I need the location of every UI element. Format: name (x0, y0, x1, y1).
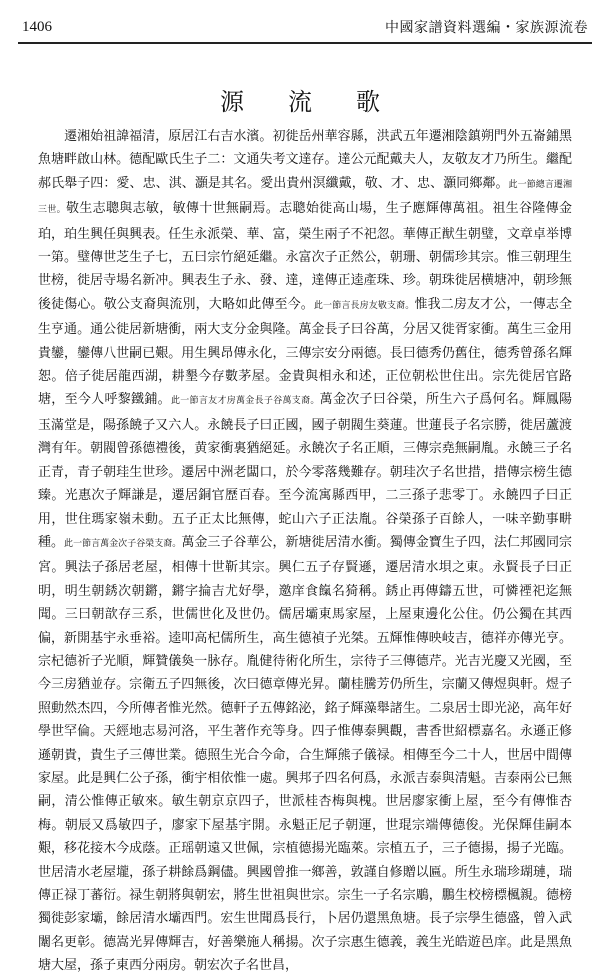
verse-text: 萬金次子曰谷榮，所生六子爲何名。輝鳳陽玉滿堂是，陽孫饒子又六人。永饒長子曰正國，國子朝閥生葵蓮。世蓮長子名宗勝，徙居蘆渡灣有年。朝閥曾孫德禮後，黄家衝裏猶絕延。永饒次子名正順，三傳宗堯無嗣胤。永饒三子名正青，青子朝珪生世珍。遷居中洲老闆口，於今零落幾難存。朝珪次子名世措，措傳宗榜生德臻。光惠次子輝謙是，遷居銅官歷百春。至今流寓縣西甲，二三孫子悲零丁。永饒四子曰正用，世住瑪家嶺未動。五子正太比無傳，蛇山六子正法胤。谷榮孫子百餘人，一味辛勤事畊種。 (38, 392, 572, 550)
verse-text: 遷湘始祖諱福清，原居江右吉水濱。初徙岳州華容縣，洪武五年遷湘陰鎮朔門外五崙鋪黑魚塘畔啟山林。德配歐氏生子二：文通失考文達存。達公元配戴夫人，友敬友才乃所生。繼配郝氏舉子四：愛、忠、淇、灝是其名。愛出貴州溟纖戴，敬、才、忠、灝同鄉鄰。 (38, 129, 572, 191)
section-note: 此一節言長房友敬支裔。 (313, 300, 415, 311)
page-number: 1406 (22, 18, 52, 35)
body-text (38, 125, 572, 978)
section-note: 此一節總言遷湘三世。 (38, 179, 572, 216)
document-title: 源 流 歌 (220, 88, 390, 116)
section-note: 此一節言友才房萬金長子谷萬支裔。 (170, 396, 320, 407)
section-note: 此一節言萬金次子谷榮支裔。 (64, 538, 182, 549)
verse-text: 惟我二房友才公，一傳志全生亨通。通公徙居新塘衝，兩大支分金與隆。萬金長子曰谷萬，分居又徙胥家衝。萬生三金用貴鑾，鑾傳八世嗣已艱。用生興昂傳永化，三傳宗安分兩德。長曰德秀仍舊住，德秀曾孫名輝恕。倍子徙居龍西湖，耕墾今存數茅屋。金貴與相永和述，正位朝松世住出。宗先徙居官路塘，至今人呼黎鐵鋪。 (38, 296, 572, 408)
running-title: 中國家譜資料選編・家族源流卷 (385, 20, 588, 36)
verse-text: 敬生志聰與志敏，敏傳十世無嗣焉。志聰始徙高山場，生子應輝傳萬祖。祖生谷隆傳金珀，珀生興任與興表。任生永派榮、華、富，榮生兩子不祀忽。華傳正猷生朝璧，文章卓举博一第。璧傳世芝生子七，五曰宗竹絕延繼。永富次子正然公，朝珊、朝儒珍其宗。惟三朝理生世榜，徙居寺場名新冲。興表生子永、發、達，達傳正逵產珠、珍。朝珠徙居横塘冲，朝珍無後徒傷心。敬公支裔與流別，大略如此傳至今。 (38, 201, 572, 312)
header-rule (18, 42, 592, 44)
page-header (22, 14, 588, 40)
verse-text: 萬金三子谷華公，新塘徙居清水衝。獨傳金寶生子四，法仁邦國同宗宮。興法子孫居老屋，相傳十世靳其宗。興仁五子存賢遜，遷居清水垻之東。永賢長子曰正明，明生朝銹次朝鏘，鏘字掄吉尤好學，邀庠食餼名猗稱。銹止再傳鑄五世，可憐禋祀迄無聞。三曰朝歆存三系，世儒世化及世仍。儒居壩東馬家屋，上屋東邊化公住。仍公獨在其西偏，新開基宇永垂裕。逵叩高杞儒所生，高生德禎子光桀。五輝惟傳映岐吉，德祥亦傳光亨。宗杞德祈子光順，輝贊儀奐一脉存。胤健待術化所生，宗待子三傳德芹。光吉光慶又光國，至今三房猶並存。宗衛五子四無後，次曰德章傳光昇。蘭桂騰芳仍所生，宗蘭又傳煜與軒。煜子照動然杰四，今所傳者惟光然。德軒子五傳銘泌，銘子輝藻舉諸生。二泉居士即光泌，高年好學世罕倫。天經地志易河洛，平生著作充等身。四子惟傳泰興觀，書香世紹標嘉名。永遜正修遜朝貴，貴生子三傳世業。德照生光合今命，合生輝熊子儀禄。相傳至今二十人，世居中間傳家屋。此是興仁公子孫，衝宇相依惟一處。興邦子四名何爲，永派吉泰與清魁。吉泰兩公已無嗣，清公惟傳正敏來。敏生朝京京四子，世派桂杏梅與槐。世居廖家衝上屋，至今有傳惟杏梅。朝辰又爲敏四子，廖家下屋基宇開。永魁正尼子朝運，世琨宗端傳德俊。光保輝佳嗣本艱，移花接木今成蔭。正瑶朝遠又世佩，宗植德揚光臨萊。宗植五子，三子德揚，揚子光臨。世居清水老屋壠，孫子耕餘爲鋼儘。興國曾推一鄉善，敦謹自修贈以匾。所生永瑞珍瑚璉，瑞傳正禄丁蕃衍。禄生朝將與朝宏，將生世祖與世宗。宗生一子名宗鵰，鵬生校榜標楓親。德榜獨徙彭家壩，餘居清水壩西門。宏生世聞爲長行，卜居仍還黑魚塘。長子宗學生德盛，曾入武闈名更彰。德嵩光昇傳輝吉，好善樂施人稱揚。次子宗惠生德義，義生光皓遊邑庠。此是黑魚塘大屋，孫子東西分兩房。朝宏次子名世昌， (38, 534, 572, 974)
paragraph (38, 125, 572, 978)
